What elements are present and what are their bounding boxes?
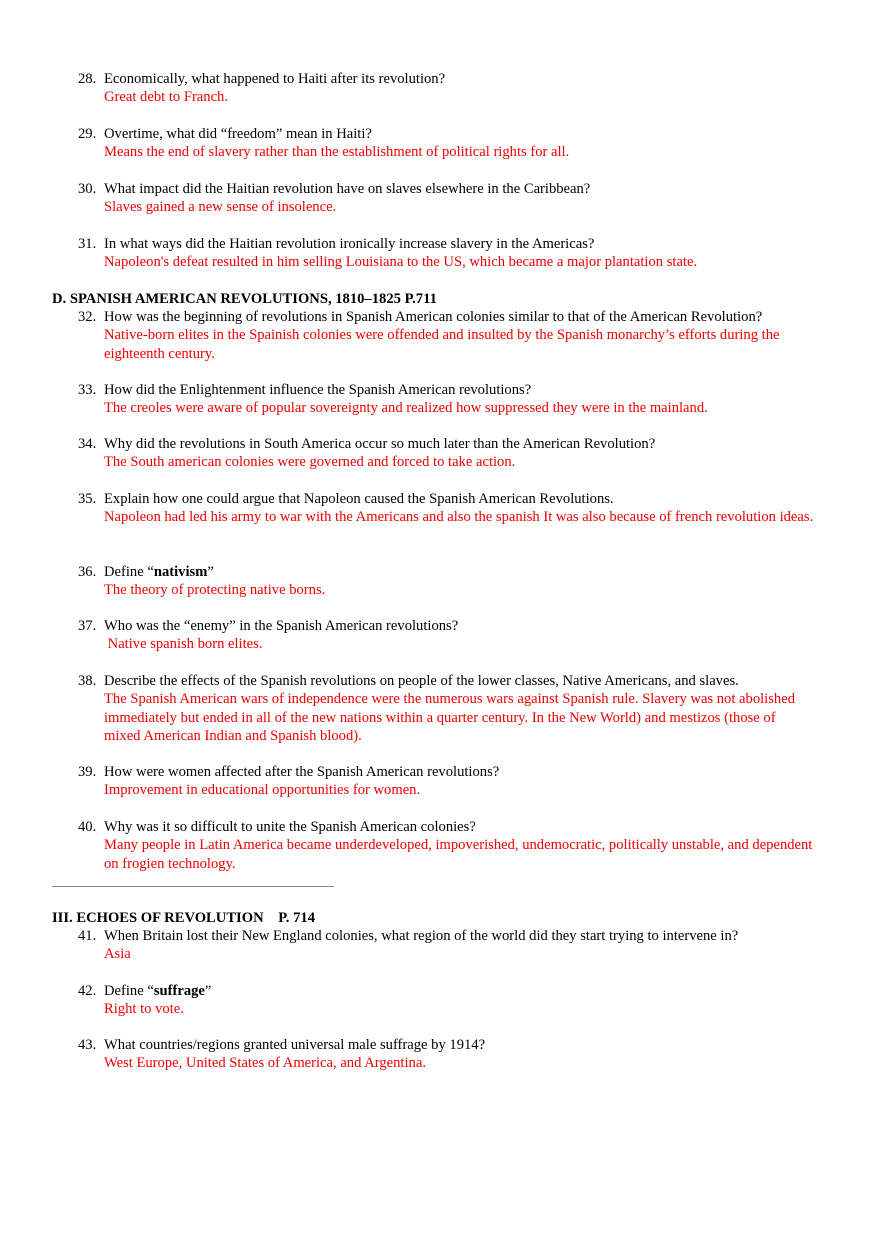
answer-text: Means the end of slavery rather than the establishment of political rights for all. <box>104 144 570 161</box>
question-prefix: Define “ <box>104 564 154 580</box>
question-suffix: ” <box>207 564 214 580</box>
question-number: 37. <box>78 618 97 634</box>
question-35 <box>78 490 838 527</box>
question-text <box>104 982 838 1000</box>
answer-text: Native-born elites in the Spainish colonies were offended and insulted by the Spanish monarchy’s efforts during the eighteenth century. <box>104 327 780 362</box>
question-text: How did the Enlightenment influence the Spanish American revolutions? <box>104 382 532 398</box>
question-text <box>104 563 838 581</box>
question-33 <box>78 381 838 418</box>
answer-text: Napoleon's defeat resulted in him selling Louisiana to the US, which became a major plantation state. <box>104 254 698 271</box>
question-32 <box>78 308 838 363</box>
question-text: Who was the “enemy” in the Spanish American revolutions? <box>104 618 459 634</box>
question-42 <box>78 982 838 1019</box>
question-34 <box>78 435 838 472</box>
question-number: 33. <box>78 382 97 398</box>
question-number: 38. <box>78 673 97 689</box>
question-40 <box>78 818 838 873</box>
question-number: 30. <box>78 181 97 197</box>
question-text: When Britain lost their New England colonies, what region of the world did they start trying to intervene in? <box>104 928 739 944</box>
answer-text: Improvement in educational opportunities for women. <box>104 782 421 799</box>
question-39 <box>78 763 838 800</box>
answer-text: Right to vote. <box>104 1001 184 1018</box>
question-number: 43. <box>78 1037 97 1053</box>
question-number: 36. <box>78 564 97 580</box>
question-30 <box>78 180 838 217</box>
answer-text: Native spanish born elites. <box>104 636 263 653</box>
question-28 <box>78 70 838 107</box>
answer-text: Great debt to Franch. <box>104 89 229 106</box>
answer-text: The theory of protecting native borns. <box>104 582 326 599</box>
question-41 <box>78 927 838 964</box>
answer-text: The Spanish American wars of independence were the numerous wars against Spanish rule. Slavery was not abolished immediately but ended in all of the new nations within a quarter century. In the New World) and mestizos (those of mixed American Indian and Spanish blood). <box>104 691 795 745</box>
answer-text: The South american colonies were governed and forced to take action. <box>104 454 516 471</box>
question-text: Why did the revolutions in South America occur so much later than the American Revolution? <box>104 436 656 452</box>
defined-term: suffrage <box>153 983 205 999</box>
section-heading-spanish-revolutions: D. SPANISH AMERICAN REVOLUTIONS, 1810–1825 P.711 <box>52 291 437 307</box>
answer-text: West Europe, United States of America, and Argentina. <box>104 1055 426 1072</box>
question-text: How was the beginning of revolutions in Spanish American colonies similar to that of the American Revolution? <box>104 309 763 325</box>
question-text: Overtime, what did “freedom” mean in Haiti? <box>104 126 372 142</box>
question-text: What impact did the Haitian revolution have on slaves elsewhere in the Caribbean? <box>104 181 591 197</box>
question-number: 31. <box>78 236 97 252</box>
question-text: Economically, what happened to Haiti after its revolution? <box>104 71 446 87</box>
question-number: 34. <box>78 436 97 452</box>
question-37 <box>78 617 838 654</box>
question-number: 39. <box>78 764 97 780</box>
question-text: Explain how one could argue that Napoleon caused the Spanish American Revolutions. <box>104 491 614 507</box>
question-text: Why was it so difficult to unite the Spanish American colonies? <box>104 819 476 835</box>
section-heading-echoes-of-revolution: III. ECHOES OF REVOLUTION P. 714 <box>52 910 315 926</box>
question-text: How were women affected after the Spanish American revolutions? <box>104 764 500 780</box>
question-text: What countries/regions granted universal male suffrage by 1914? <box>104 1037 486 1053</box>
defined-term: nativism <box>153 564 208 580</box>
question-text: In what ways did the Haitian revolution ironically increase slavery in the Americas? <box>104 236 595 252</box>
question-31 <box>78 235 838 272</box>
answer-text: Asia <box>104 946 131 963</box>
question-number: 35. <box>78 491 97 507</box>
question-number: 42. <box>78 983 97 999</box>
question-36 <box>78 563 838 600</box>
question-number: 29. <box>78 126 97 142</box>
answer-text: Napoleon had led his army to war with the Americans and also the spanish It was also because of french revolution ideas. <box>104 509 814 526</box>
answer-text: Many people in Latin America became underdeveloped, impoverished, undemocratic, politically unstable, and dependent on frogien technology. <box>104 837 813 872</box>
answer-text: Slaves gained a new sense of insolence. <box>104 199 337 216</box>
question-suffix: ” <box>204 983 212 999</box>
question-prefix: Define “ <box>104 983 154 999</box>
section-divider <box>52 886 334 887</box>
question-number: 32. <box>78 309 97 325</box>
question-38 <box>78 672 838 746</box>
question-number: 41. <box>78 928 97 944</box>
question-number: 40. <box>78 819 97 835</box>
answer-text: The creoles were aware of popular sovereignty and realized how suppressed they were in the mainland. <box>104 400 708 417</box>
question-number: 28. <box>78 71 97 87</box>
question-43 <box>78 1036 838 1073</box>
question-29 <box>78 125 838 162</box>
question-text: Describe the effects of the Spanish revolutions on people of the lower classes, Native Americans, and slaves. <box>104 673 739 689</box>
